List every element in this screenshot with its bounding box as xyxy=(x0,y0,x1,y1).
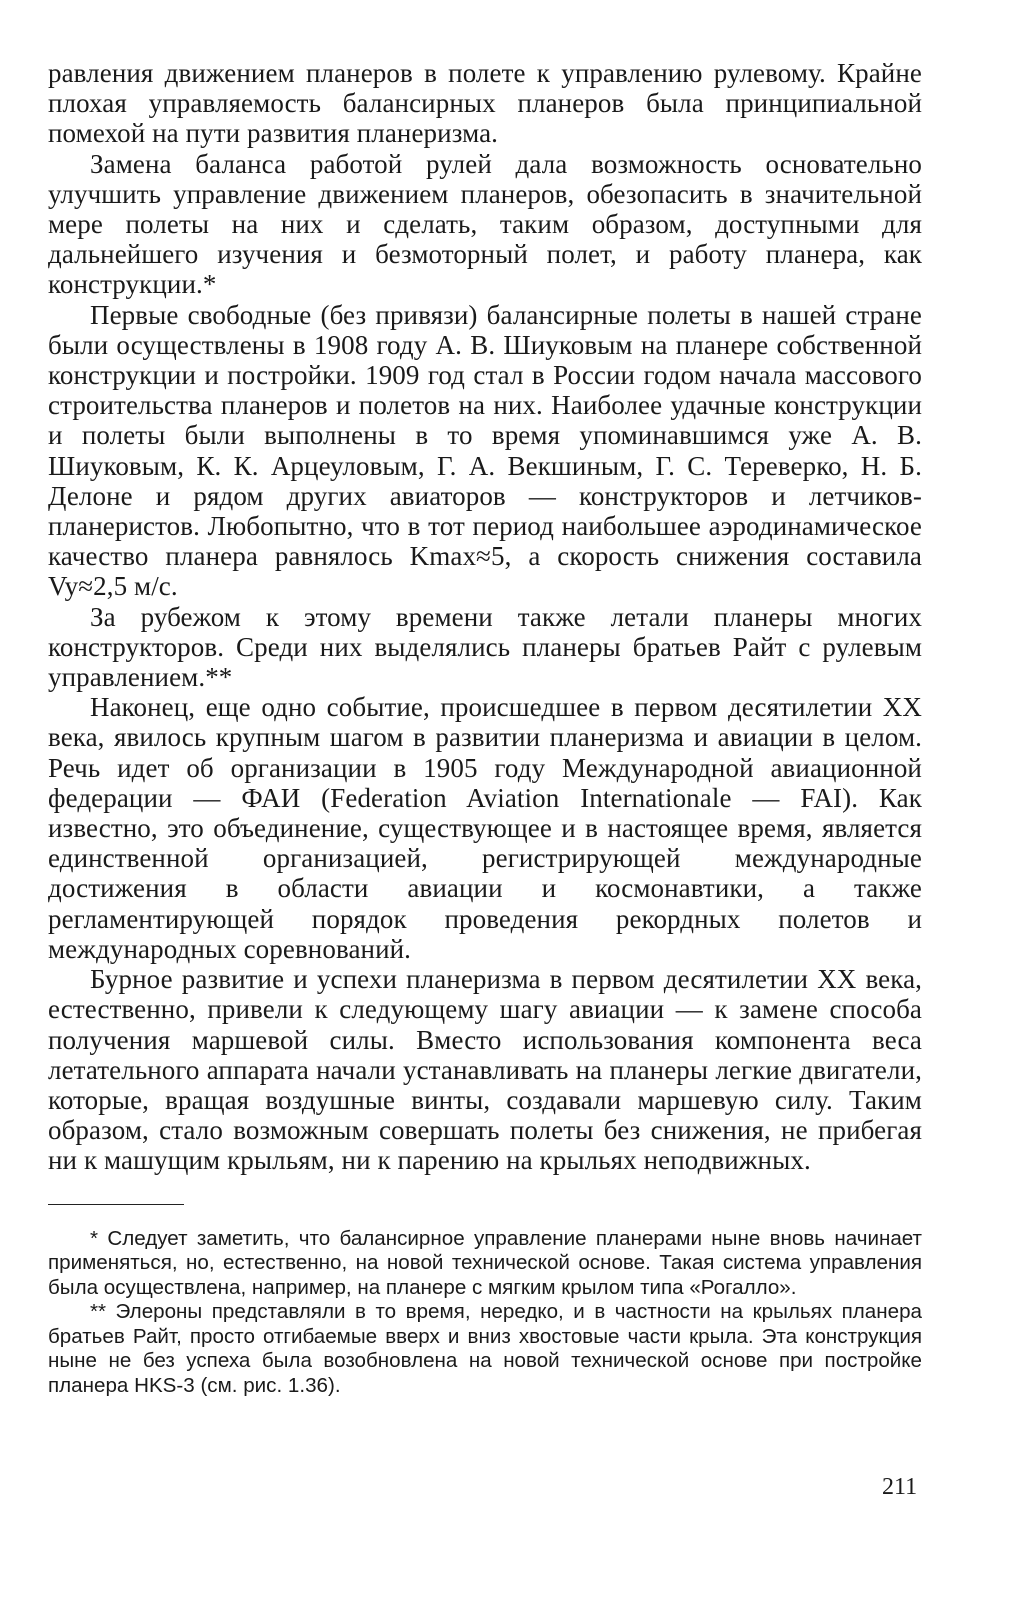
page-number: 211 xyxy=(882,1474,918,1500)
paragraph-4: За рубежом к этому времени также летали планеры многих конструкторов. Среди них выделялись планеры братьев Райт с рулевым управлением.** xyxy=(48,601,922,693)
paragraph-1: равления движением планеров в полете к управлению рулевому. Крайне плохая управляемость балансирных планеров была принципиальной помехой на пути развития планеризма. xyxy=(48,58,922,149)
paragraph-6: Бурное развитие и успехи планеризма в первом десятилетии XX века, естественно, привели к следующему шагу авиации — к замене способа получения маршевой силы. Вместо использования компонента веса летательного аппарата начали устанавливать на планеры легкие двигатели, которые, вращая воздушные винты, создавали маршевую силу. Таким образом, стало возможным совершать полеты без снижения, не прибегая ни к машущим крыльям, ни к парению на крыльях неподвижных. xyxy=(48,964,922,1176)
footnote-divider xyxy=(48,1204,184,1205)
footnotes xyxy=(48,1227,922,1399)
paragraph-2: Замена баланса работой рулей дала возможность основательно улучшить управление движением планеров, обезопасить в значительной мере полеты на них и сделать, таким образом, доступными для дальнейшего изучения и безмоторный полет, и работу планера, как конструкции.* xyxy=(48,148,922,300)
body-text xyxy=(48,58,922,1176)
page xyxy=(48,58,922,1398)
footnote-1: * Следует заметить, что балансирное управление планерами ныне вновь начинает применяться, но, естественно, на новой технической основе. Такая система управления была осуществлена, например, на планере с мягким крылом типа «Рогалло». xyxy=(48,1226,922,1299)
paragraph-3: Первые свободные (без привязи) балансирные полеты в нашей стране были осуществлены в 1908 году А. В. Шиуковым на планере собственной конструкции и постройки. 1909 год стал в России годом начала массового строительства планеров и полетов на них. Наиболее удачные конструкции и полеты были выполнены в то время упоминавшимся уже А. В. Шиуковым, К. К. Арцеуловым, Г. А. Векшиным, Г. С. Тереверко, Н. Б. Делоне и рядом других авиаторов — конструкторов и летчиков-планеристов. Любопытно, что в тот период наибольшее аэродинамическое качество планера равнялось Kmax≈5, а скорость снижения составила Vy≈2,5 м/с. xyxy=(48,299,922,602)
paragraph-5: Наконец, еще одно событие, происшедшее в первом десятилетии XX века, явилось крупным шагом в развитии планеризма и авиации в целом. Речь идет об организации в 1905 году Международной авиационной федерации — ФАИ (Federation Aviation Internationale — FAI). Как известно, это объединение, существующее и в настоящее время, является единственной организацией, регистрирующей международные достижения в области авиации и космонавтики, а также регламентирующей порядок проведения рекордных полетов и международных соревнований. xyxy=(48,692,922,964)
footnote-2: ** Элероны представляли в то время, нередко, и в частности на крыльях планера братьев Райт, просто отгибаемые вверх и вниз хвостовые части крыла. Эта конструкция ныне не без успеха была возобновлена на новой технической основе при постройке планера HKS-3 (см. рис. 1.36). xyxy=(48,1300,922,1397)
